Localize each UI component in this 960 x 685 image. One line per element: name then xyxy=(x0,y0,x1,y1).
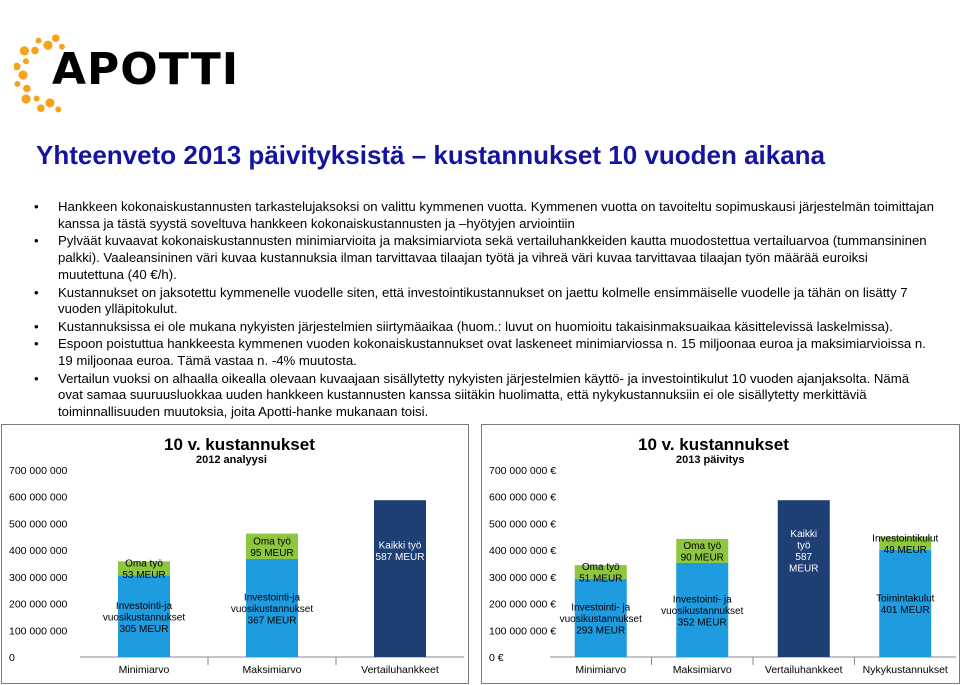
logo-dot xyxy=(23,85,31,93)
logo-dot xyxy=(14,81,20,87)
bar-data-label: Investointi-ja vuosikustannukset 367 MEUR xyxy=(230,592,314,627)
y-tick-label: 700 000 000 € xyxy=(489,465,557,477)
y-tick-label: 600 000 000 € xyxy=(489,491,557,504)
logo-text: APOTTI xyxy=(52,44,240,95)
x-tick-label: Maksimiarvo xyxy=(242,664,302,676)
y-tick-label: 700 000 000 xyxy=(9,465,68,477)
y-tick-label: 0 € xyxy=(489,652,504,664)
logo-dot xyxy=(37,104,45,112)
page-title: Yhteenveto 2013 päivityksistä – kustannukset 10 vuoden aikana xyxy=(36,140,826,170)
logo-dot xyxy=(22,94,31,103)
logo-dot xyxy=(14,63,21,71)
logo-dot xyxy=(23,58,29,64)
logo-dot xyxy=(18,70,27,79)
bar-data-label: Oma työ 90 MEUR xyxy=(680,541,724,564)
x-tick-label: Vertailuhankkeet xyxy=(764,664,843,676)
logo-dot xyxy=(55,106,61,112)
y-tick-label: 600 000 000 xyxy=(9,491,68,504)
bar-data-label: Investointi- ja vuosikustannukset 293 MEUR xyxy=(559,602,642,637)
bullet-item: • Kustannuksissa ei ole mukana nykyisten järjestelmien siirtymäaikaa (huom.: luvut on huomioitu takaisinmaksuaikaa käsittelevissä laskelmissa). xyxy=(34,319,934,336)
bullet-item: • Pylväät kuvaavat kokonaiskustannusten minimiarvioita ja maksimiarviota sekä vertailuhankkeiden kautta muodostettua vertailuarvoa (tummansininen palkki). Vaaleansininen väri kuvaa kustannuksia ilman tarvittavaa tilaajan työtä ja vihreä väri kuvaa tarvittavaa tilaajan työn määrää euroiksi muutettuna (40 €/h). xyxy=(34,233,934,284)
y-tick-label: 400 000 000 xyxy=(9,545,68,558)
bar-data-label: Kaikki työ 587 MEUR xyxy=(789,529,819,575)
bar-data-label: Kaikki työ 587 MEUR xyxy=(375,540,425,564)
y-tick-label: 500 000 000 xyxy=(9,518,68,531)
logo-dot xyxy=(34,96,40,102)
chart-subtitle: 2013 päivitys xyxy=(676,454,745,466)
chart-title: 10 v. kustannukset xyxy=(638,435,789,454)
bullet-item: • Espoon poistuttua hankkeesta kymmenen vuoden kokonaiskustannukset ovat laskeneet minimiarviossa n. 15 miljoonaa euroa ja maksimiarvioissa n. 19 miljoonaa euroa. Tämä vastaa n. -4% muutosta. xyxy=(34,336,934,370)
y-tick-label: 300 000 000 xyxy=(9,571,68,584)
y-tick-label: 100 000 000 € xyxy=(489,625,557,638)
bar-segment xyxy=(778,500,830,657)
chart-title: 10 v. kustannukset xyxy=(164,435,315,454)
x-tick-label: Maksimiarvo xyxy=(672,664,732,676)
logo-dot xyxy=(45,98,54,107)
y-tick-label: 0 xyxy=(9,652,15,664)
y-tick-label: 200 000 000 € xyxy=(489,598,557,611)
y-tick-label: 200 000 000 xyxy=(9,598,68,611)
bullet-item: • Kustannukset on jaksotettu kymmenelle vuodelle siten, että investointikustannukset on jaettu kolmelle ensimmäiselle vuodelle ja tähän on lisätty 7 vuoden ylläpitokulut. xyxy=(34,285,934,319)
bar-data-label: Oma työ 95 MEUR xyxy=(250,536,294,560)
bar-data-label: Investointikulut 49 MEUR xyxy=(872,533,939,557)
bar-data-label: Investointi- ja vuosikustannukset 352 MEUR xyxy=(661,594,744,629)
bar-segment xyxy=(374,500,426,657)
logo-dot xyxy=(31,47,39,55)
apotti-logo xyxy=(14,30,240,115)
chart-subtitle: 2012 analyysi xyxy=(196,454,267,466)
logo-dot xyxy=(52,34,60,42)
logo-dot xyxy=(36,38,42,44)
bar-data-label: Investointi-ja vuosikustannukset 305 MEUR xyxy=(102,600,186,635)
logo-dot xyxy=(20,46,29,55)
bullet-item: • Hankkeen kokonaiskustannusten tarkastelujaksoksi on valittu kymmenen vuotta. Kymmenen vuotta on tavoiteltu sopimuskausi järjestelmän toimittajan kanssa ja tästä syystä soveltuva hankkeen kokonaiskustannusten ja –hyötyjen arviointiin xyxy=(34,199,934,233)
x-tick-label: Vertailuhankkeet xyxy=(361,664,439,676)
bullet-list xyxy=(34,199,934,422)
y-tick-label: 400 000 000 € xyxy=(489,545,557,558)
y-tick-label: 100 000 000 xyxy=(9,625,68,638)
bar-data-label: Toimintakulut 401 MEUR xyxy=(876,593,935,617)
chart-2012-analysis xyxy=(1,424,469,684)
x-tick-label: Nykykustannukset xyxy=(862,664,948,676)
bar-data-label: Oma työ 51 MEUR xyxy=(579,562,623,585)
y-tick-label: 500 000 000 € xyxy=(489,518,557,531)
x-tick-label: Minimiarvo xyxy=(575,664,627,676)
bullet-item: • Vertailun vuoksi on alhaalla oikealla olevaan kuvaajaan sisällytetty nykyisten järjestelmien käyttö- ja investointikulut 10 vuoden ajanjaksolta. Nämä ovat samaa suuruusluokkaa uuden hankkeen kustannusten kanssa siitäkin huolimatta, että nykykustannuksiin ei ole sisällytetty merkittäviä toiminnallisuuden muutoksia, joita Apotti-hanke mukanaan toisi. xyxy=(34,371,934,422)
bar-data-label: Oma työ 53 MEUR xyxy=(122,558,166,582)
y-tick-label: 300 000 000 € xyxy=(489,571,557,584)
chart-2013-update xyxy=(481,424,960,684)
x-tick-label: Minimiarvo xyxy=(118,664,170,676)
